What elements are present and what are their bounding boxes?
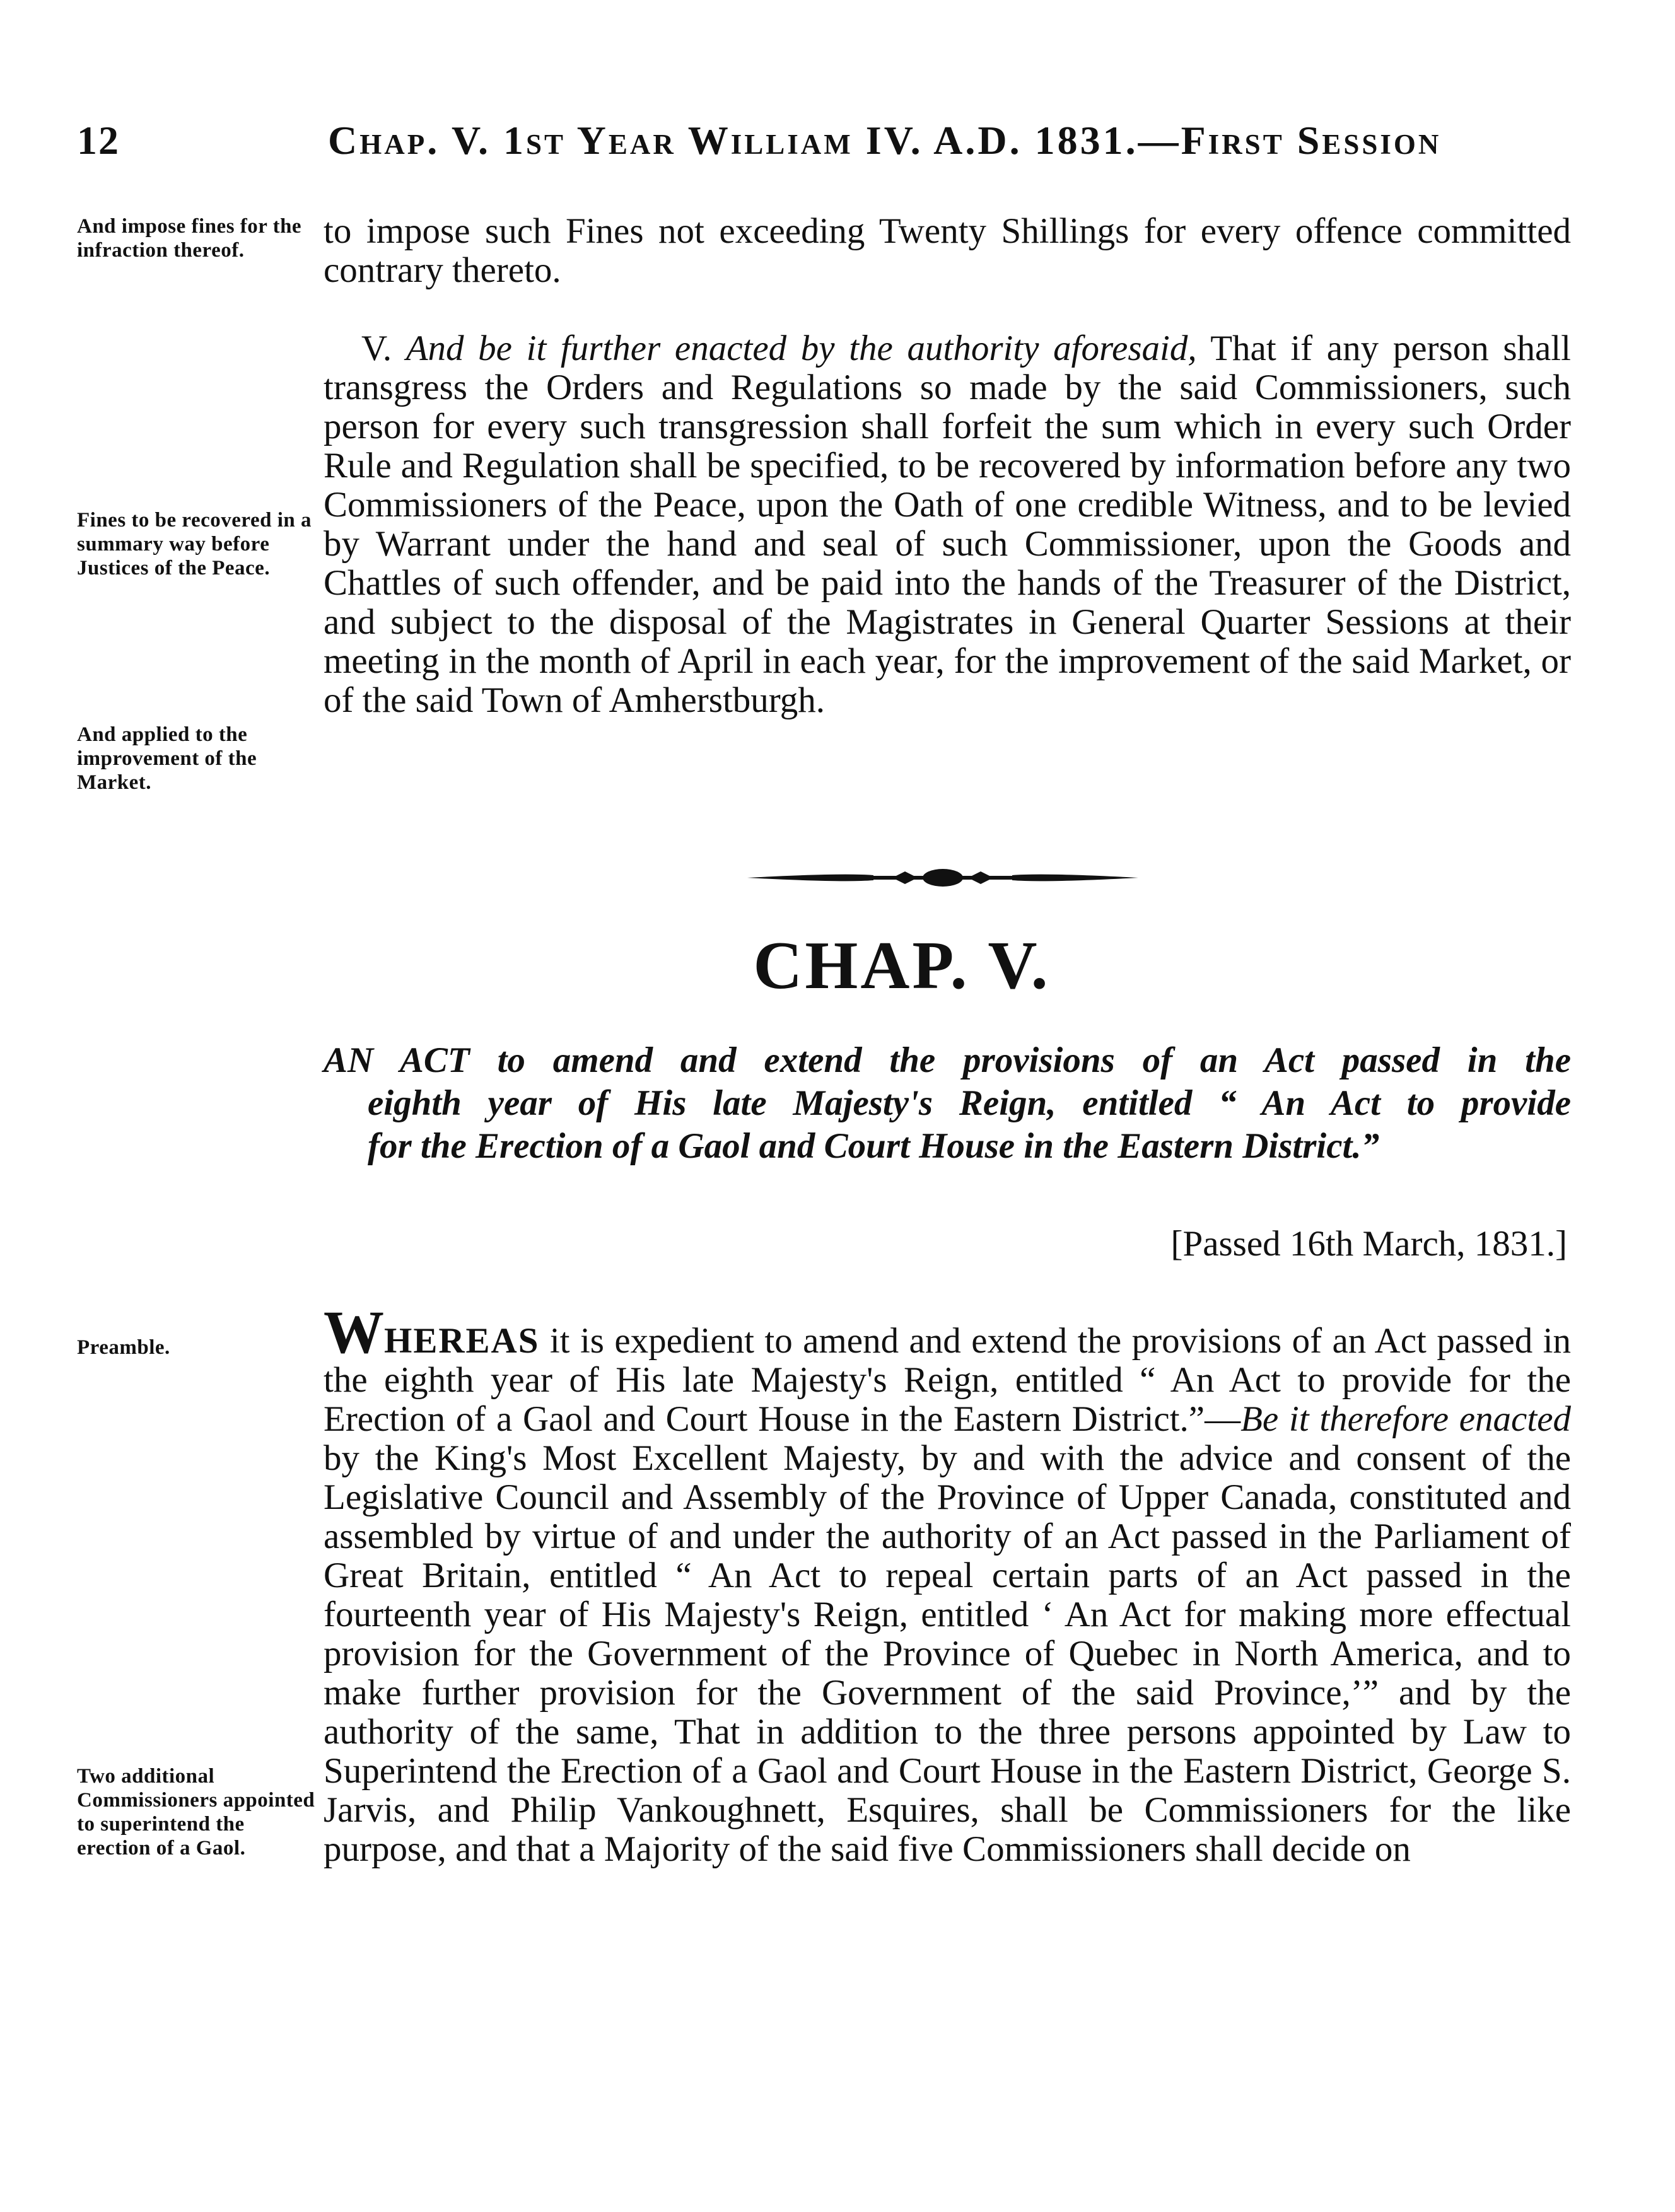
section-v-enacting-phrase: And be it further enacted by the authority aforesaid, — [406, 329, 1197, 368]
margin-note-preamble: Preamble. — [77, 1336, 170, 1359]
act-title-line-3: for the Erection of a Gaol and Court House in the Eastern District.” — [368, 1126, 1380, 1166]
preamble-caps-word: HEREAS — [384, 1321, 540, 1361]
preamble-text-2: by the King's Most Excellent Majesty, by and with the advice and consent of the Legislative Council and Assembly of the Province of Upper Canada, constituted and assembled by virtue of and under the authority of an Act passed in the Parliament of Great Britain, entitled “ An Act to repeal certain parts of an Act passed in the fourteenth year of His Majesty's Reign, entitled ‘ An Act for making more effectual provision for the Government of the Province of Quebec in North America, and to make further provision for the Government of the said Province,’” and by the authority of the same, That in addition to the three persons appointed by Law to Superintend the Erection of a Gaol and Court House in the Eastern District, George S. Jarvis, and Philip Vankoughnett, Esquires, shall be Commissioners for the like purpose, and that a Majority of the said five Commissioners shall decide on — [324, 1438, 1571, 1869]
preamble-enacting-phrase: Be it therefore enacted — [1240, 1399, 1571, 1439]
passed-date: [Passed 16th March, 1831.] — [1170, 1224, 1567, 1264]
page-number: 12 — [77, 118, 120, 163]
preamble-dropcap: W — [324, 1298, 384, 1366]
running-header: Chap. V. 1st Year William IV. A.D. 1831.—First Session — [328, 118, 1442, 163]
section-v — [324, 329, 1571, 720]
section-iv-tail — [324, 212, 1571, 290]
preamble — [324, 1298, 1571, 1869]
ornament-divider — [747, 865, 1138, 890]
preamble-paragraph — [324, 1298, 1571, 1869]
chapter-title: CHAP. V. — [753, 928, 1051, 1003]
act-title-line-2: eighth year of His late Majesty's Reign, entitled “ An Act to provide — [368, 1083, 1571, 1123]
section-v-paragraph — [324, 329, 1571, 720]
margin-note-commissioners: Two additional Commissioners appointed to superintend the erection of a Gaol. — [77, 1765, 315, 1860]
preamble-text-1: it is expedient to amend and extend the provisions of an Act passed in the eighth year of His late Majesty's Reign, entitled “ An Act to provide for the Erection of a Gaol and Court House in the Eastern District.”— — [324, 1321, 1571, 1439]
margin-note-fines: And impose fines for the infraction thereof. — [77, 215, 302, 262]
section-iv-tail-text: to impose such Fines not exceeding Twenty Shillings for every offence committed contrary thereto. — [324, 211, 1571, 290]
margin-note-recovery: Fines to be recovered in a summary way before Justices of the Peace. — [77, 509, 312, 579]
section-v-numeral: V. — [361, 329, 392, 368]
act-title-line-1: AN ACT to amend and extend the provisions of an Act passed in the — [324, 1040, 1571, 1080]
act-title — [324, 1039, 1571, 1168]
margin-note-improvement: And applied to the improvement of the Market. — [77, 723, 257, 794]
section-v-text: That if any person shall transgress the Orders and Regulations so made by the said Commissioners, such person for every such transgression shall forfeit the sum which in every such Order Rule and Regulation shall be specified, to be recovered by information before any two Commissioners of the Peace, upon the Oath of one credible Witness, and to be levied by Warrant under the hand and seal of such Commissioner, upon the Goods and Chattles of such offender, and be paid into the hands of the Treasurer of the District, and subject to the disposal of the Magistrates in General Quarter Sessions at their meeting in the month of April in each year, for the improvement of the said Market, or of the said Town of Amherstburgh. — [324, 329, 1571, 720]
